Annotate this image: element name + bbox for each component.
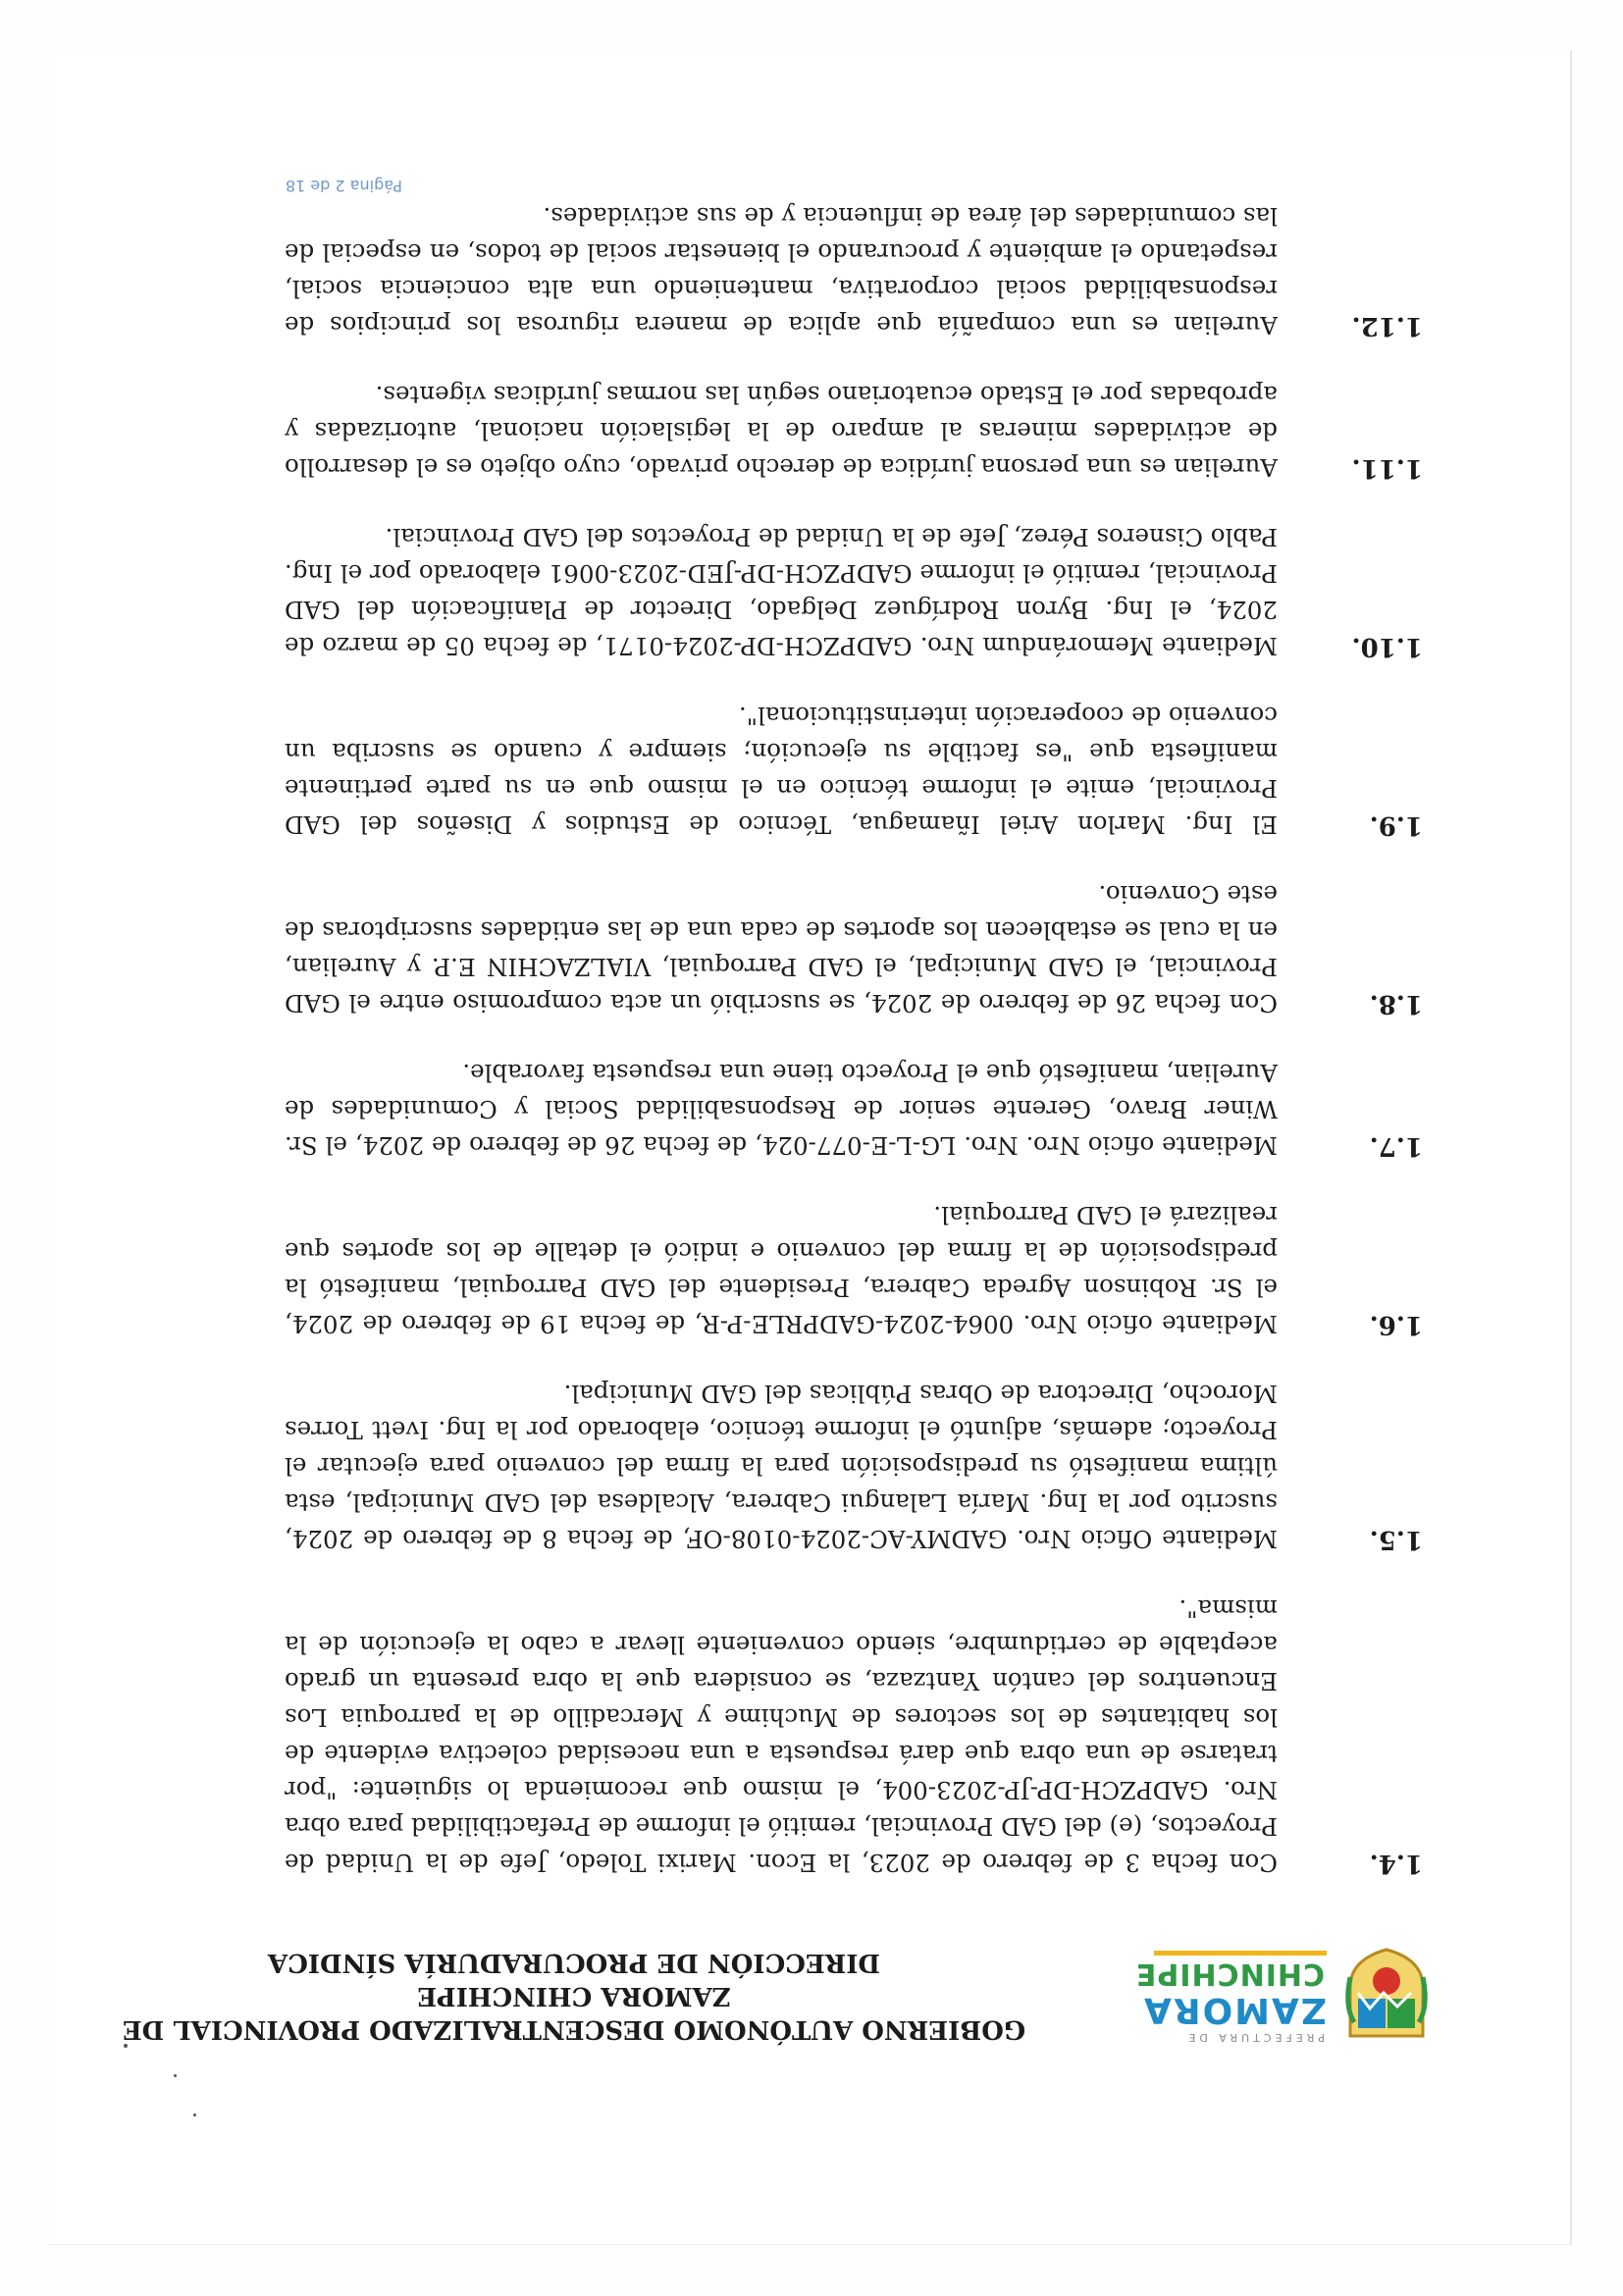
list-item bbox=[285, 1055, 1423, 1164]
logo-pretitle: PREFECTURA DE bbox=[1184, 2031, 1325, 2044]
item-text: Mediante oficio Nro. Nro. LG-L-E-077-024, de fecha 26 de febrero de 2024, el Sr. Winer Bravo, Gerente senior de Responsabilidad Social y Comunidades de Aurelian, manifestó que el Proyecto tiene una respuesta favorable. bbox=[285, 1059, 1278, 1160]
item-text: Mediante Oficio Nro. GADMY-AC-2024-0108-OF, de fecha 8 de febrero de 2024, suscrito por la Ing. María Lalangui Cabrera, Alcaldesa del GAD Municipal, esta última manifestó su predisposición para la firma del convenio para ejecutar el Proyecto; además, adjuntó el informe técnico, elaborado por la Ing. Ivett Torres Morocho, Directora de Obras Públicas del GAD Municipal. bbox=[285, 1380, 1278, 1553]
document-sheet bbox=[49, 50, 1572, 2245]
item-number: 1.6. bbox=[1369, 1310, 1423, 1339]
logo-accent-bar bbox=[1154, 1951, 1327, 1956]
item-text: Mediante Memorándum Nro. GADPZCH-DP-2024-0171, de fecha 05 de marzo de 2024, el Ing. Byron Rodríguez Delgado, Director de Planificación del GAD Provincial, remitió el informe GADPZCH-DP-JED-2023-0061 elaborado por el Ing. Pablo Cisneros Pérez, Jefe de la Unidad de Proyectos del GAD Provincial. bbox=[285, 523, 1278, 660]
scan-speck bbox=[124, 2044, 128, 2048]
item-number: 1.11. bbox=[1351, 453, 1423, 483]
item-text: El Ing. Marlon Ariel Iñamagua, Técnico de Estudios y Diseños del GAD Provincial, emite el informe técnico en el mismo que en su parte pertinente manifiesta que "es factible su ejecución; siempre y cuando se suscriba un convenio de cooperación interinstitucional". bbox=[285, 702, 1278, 839]
item-text: Aurelian es una compañía que aplica de manera rigurosa los principios de responsabilidad social corporativa, manteniendo una alta conciencia social, respetando el ambiente y procurando el bienestar social de todos, en especial de las comunidades del área de influencia y de sus actividades. bbox=[285, 202, 1278, 339]
org-title-line-2: ZAMORA CHINCHIPE bbox=[417, 1981, 731, 2010]
org-title-line-1: GOBIERNO AUTÓNOMO DESCENTRALIZADO PROVINCIAL DE bbox=[122, 2014, 1026, 2044]
item-number: 1.5. bbox=[1369, 1525, 1423, 1554]
list-item bbox=[285, 1591, 1423, 1881]
logo-name-zamora: ZAMORA bbox=[1142, 1990, 1327, 2030]
item-number: 1.10. bbox=[1351, 632, 1423, 661]
org-title-line-3: DIRECCIÓN DE PROCURADURÍA SÍNDICA bbox=[268, 1948, 881, 1977]
prefectura-logo bbox=[1134, 1944, 1433, 2052]
item-text: Aurelian es una persona jurídica de derecho privado, cuyo objeto es el desarrollo de actividades mineras al amparo de la legislación nacional, autorizadas y aprobadas por el Estado ecuatoriano según las normas jurídicas vigentes. bbox=[285, 381, 1278, 482]
organization-title bbox=[54, 1946, 1094, 2046]
list-item bbox=[285, 876, 1423, 1021]
item-text: Mediante oficio Nro. 0064-2024-GADPRLE-P-R, de fecha 19 de febrero de 2024, el Sr. Robinson Agreda Cabrera, Presidente del GAD Parroquial, manifestó la predisposición de la firma del convenio e indicó el detalle de los aportes que realizará el GAD Parroquial. bbox=[285, 1201, 1278, 1338]
logo-name-chinchipe: CHINCHIPE bbox=[1134, 1957, 1325, 1991]
item-text: Con fecha 3 de febrero de 2023, la Econ. Marixi Toledo, Jefe de la Unidad de Proyectos, (e) del GAD Provincial, remitió el informe de Prefactibilidad para obra Nro. GADPZCH-DP-JP-2023-004, el mismo que recomienda lo siguiente: "por tratarse de una obra que dará respuesta a una necesidad colectiva evidente de los habitantes de los sectores de Muchime y Mercadillo de la parroquia Los Encuentros del cantón Yantzaza, se considera que la obra presenta un grado aceptable de certidumbre, siendo conveniente llevar a cabo la ejecución de la misma". bbox=[285, 1594, 1278, 1877]
letterhead bbox=[39, 1905, 1433, 2052]
item-number: 1.7. bbox=[1369, 1131, 1423, 1161]
item-number: 1.12. bbox=[1351, 311, 1423, 340]
list-item bbox=[285, 698, 1423, 843]
coat-of-arms-icon bbox=[1340, 1948, 1433, 2046]
list-item bbox=[285, 519, 1423, 664]
item-text: Con fecha 26 de febrero de 2024, se suscribió un acta compromiso entre el GAD Provincial, el GAD Municipal, el GAD Parroquial, VIALZACHIN E.P. y Aurelian, en la cual se establecen los aportes de cada una de las entidades suscriptoras de este Convenio. bbox=[285, 880, 1278, 1018]
page-number-footer: Página 2 de 18 bbox=[285, 177, 402, 195]
item-number: 1.8. bbox=[1369, 989, 1423, 1018]
list-item bbox=[285, 198, 1423, 343]
list-item bbox=[285, 1197, 1423, 1342]
item-number: 1.4. bbox=[1369, 1849, 1423, 1878]
list-item bbox=[285, 1376, 1423, 1557]
antecedentes-list bbox=[285, 165, 1423, 1881]
scan-speck bbox=[174, 2074, 177, 2077]
item-number: 1.9. bbox=[1369, 810, 1423, 840]
list-item bbox=[285, 377, 1423, 486]
scan-speck bbox=[193, 2113, 196, 2116]
